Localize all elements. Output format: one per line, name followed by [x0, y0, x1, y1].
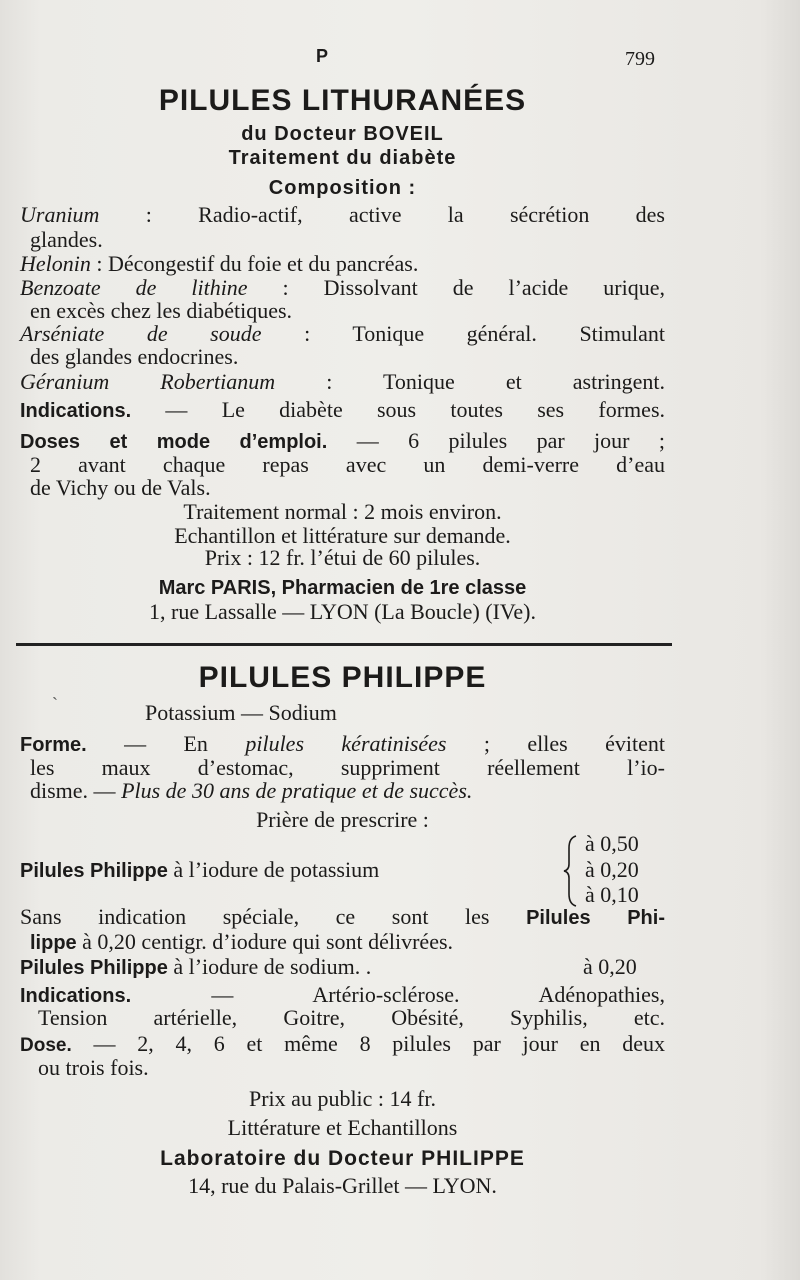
section-letter: P	[316, 46, 329, 66]
ad1-item-benzoate: Benzoate de lithine : Dissolvant de l’acide urique,	[20, 275, 665, 300]
ad1-doctor: du Docteur BOVEIL	[241, 123, 444, 145]
ad1-item-uranium: Uranium : Radio-actif, active la sécrétion des	[20, 202, 665, 227]
ad1-composition-heading: Composition :	[268, 177, 417, 199]
ad2-dose-line-2: ou trois fois.	[38, 1055, 149, 1080]
ad1-item-uranium-cont: glandes.	[30, 227, 103, 252]
ad2-forme: Forme. — En pilules kératinisées ; elles évitent	[20, 731, 665, 756]
ad1-samples: Echantillon et littérature sur demande.	[174, 523, 511, 548]
ad2-public-price: Prix au public : 14 fr.	[249, 1086, 436, 1111]
section-divider	[16, 643, 672, 646]
ad1-doses-line-1: 2 avant chaque repas avec un demi-verre d’eau	[30, 452, 665, 477]
ad1-item-helonin: Helonin : Décongestif du foie et du pancréas.	[20, 251, 419, 276]
ad2-title: PILULES PHILIPPE	[198, 661, 487, 694]
ad1-subtitle: Traitement du diabète	[228, 147, 457, 169]
ad2-sodium: Pilules Philippe à l’iodure de sodium. .	[20, 954, 372, 979]
potassium-dose-020: à 0,20	[585, 857, 639, 882]
page-number: 799	[625, 48, 655, 70]
potassium-doses	[563, 832, 673, 910]
ad1-maker-address: 1, rue Lassalle — LYON (La Boucle) (IVe).	[149, 599, 536, 624]
stray-mark: ˎ	[52, 680, 58, 700]
ad1-item-benzoate-cont: en excès chez les diabétiques.	[30, 298, 293, 323]
ad1-item-geranium: Géranium Robertianum : Tonique et astringent.	[20, 369, 666, 394]
ad1-title: PILULES LITHURANÉES	[158, 84, 527, 117]
ad2-lab-address: 14, rue du Palais-Grillet — LYON.	[188, 1173, 497, 1198]
ad2-note-line-2: lippe à 0,20 centigr. d’iodure qui sont délivrées.	[30, 929, 454, 954]
ad1-doses: Doses et mode d’emploi. — 6 pilules par jour ;	[20, 428, 666, 453]
ad2-literature: Littérature et Echantillons	[227, 1115, 458, 1140]
ad2-note: Sans indication spéciale, ce sont les Pilules Phi-	[20, 904, 665, 929]
ad1-item-arseniate-cont: des glandes endocrines.	[30, 344, 239, 369]
ad2-subtitle: Potassium — Sodium	[145, 700, 337, 725]
ad1-indications: Indications. — Le diabète sous toutes ses formes.	[20, 397, 665, 422]
ad2-sodium-dose: à 0,20	[583, 954, 637, 979]
ad2-indications: Indications. — Artério-sclérose. Adénopathies,	[20, 982, 665, 1007]
ad2-lab: Laboratoire du Docteur PHILIPPE	[160, 1147, 525, 1170]
ad1-doses-line-2: de Vichy ou de Vals.	[30, 475, 211, 500]
potassium-dose-010: à 0,10	[585, 882, 639, 907]
ad1-item-arseniate: Arséniate de soude : Tonique général. Stimulant	[20, 321, 666, 346]
ad2-indications-line-2: Tension artérielle, Goitre, Obésité, Syphilis, etc.	[38, 1005, 665, 1030]
ad1-price: Prix : 12 fr. l’étui de 60 pilules.	[204, 545, 481, 570]
potassium-dose-050: à 0,50	[585, 831, 639, 856]
brace-icon	[563, 834, 579, 908]
ad2-forme-line-3: disme. — Plus de 30 ans de pratique et de succès.	[30, 778, 473, 803]
ad1-treatment: Traitement normal : 2 mois environ.	[183, 499, 502, 524]
ad2-dose: Dose. — 2, 4, 6 et même 8 pilules par jour en deux	[20, 1031, 665, 1056]
ad2-prescribe: Prière de prescrire :	[256, 807, 429, 832]
ad2-forme-line-2: les maux d’estomac, suppriment réellement l’io-	[30, 755, 665, 780]
ad2-potassium: Pilules Philippe à l’iodure de potassium	[20, 857, 380, 882]
ad1-maker: Marc PARIS, Pharmacien de 1re classe	[158, 577, 527, 599]
